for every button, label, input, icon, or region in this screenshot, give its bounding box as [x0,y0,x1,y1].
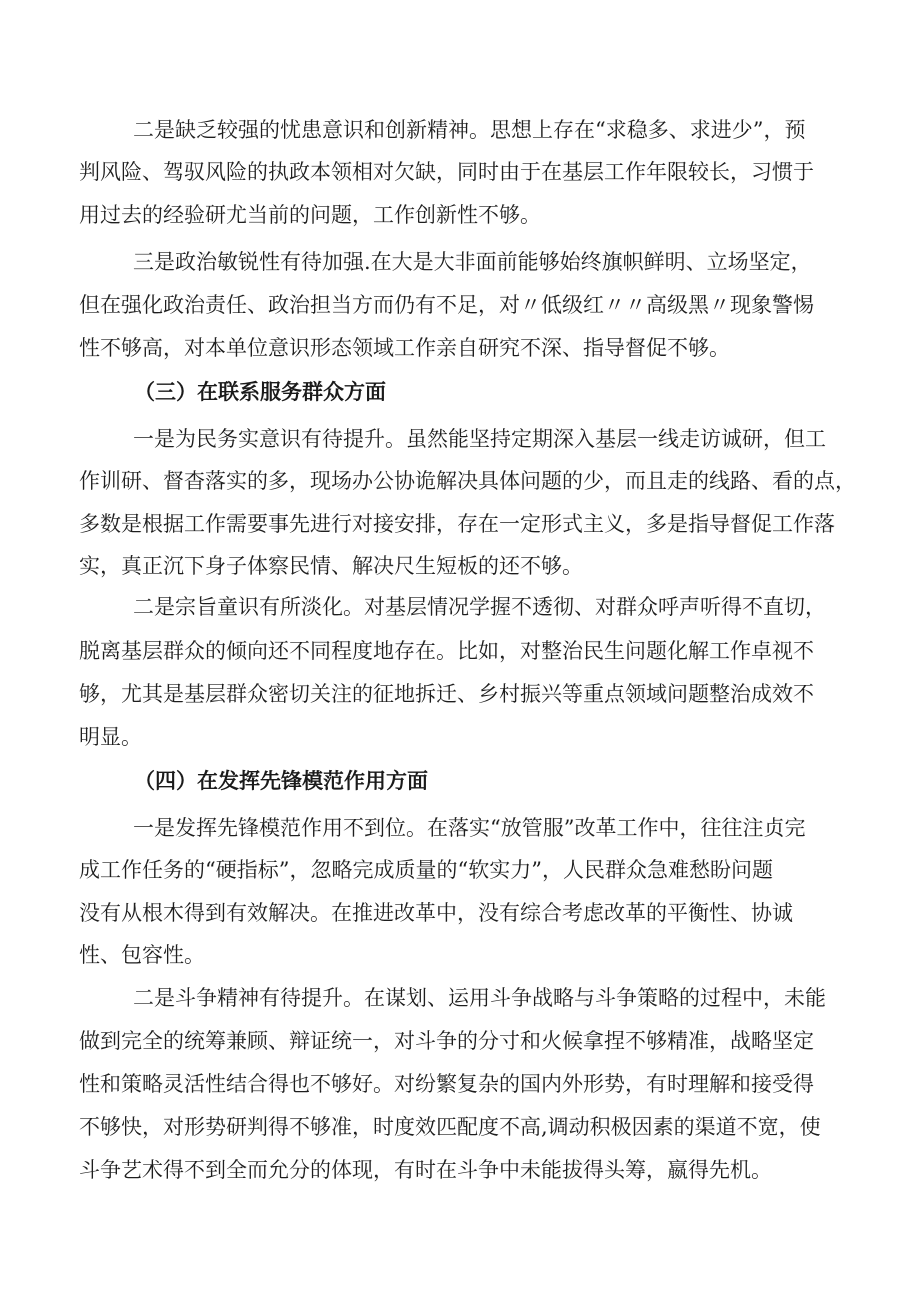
text-line: 一是为民务实意识有待提升。虽然能坚持定期深入基层一线走访诚研，但工 [133,427,826,451]
text-line: 二是斗争精神有待提升。在谋划、运用斗争战略与斗争策略的过程中，未能 [133,986,826,1010]
text-line: 做到完全的统筹兼顾、辩证统一，对斗争的分寸和火候拿捏不够精准，战略坚定 [79,1029,814,1053]
text-line: 多数是根据工作需要事先进行对接安排，存在一定形式主义，多是指导督促工作落 [79,512,835,536]
text-line: 明显。 [79,725,142,749]
section-heading: （四）在发挥先锋模范作用方面 [134,769,428,793]
text-line: 二是缺乏较强的忧患意识和创新精神。思想上存在“求稳多、求进少”，预 [133,118,806,142]
text-line: 够，尤其是基层群众密切关注的征地拆迁、乡村振兴等重点领域问题整治成效不 [79,682,814,706]
text-line: 二是宗旨童识有所淡化。对基层情况学握不透彻、对群众呼声听得不直切， [133,595,826,619]
text-line: 一是发挥先锋模范作用不到位。在落实“放管服”改革工作中，往往注贞完 [133,816,806,840]
text-line: 用过去的经验研尤当前的问题，工作创新性不够。 [79,203,541,227]
text-line: 作训研、督杳落实的多，现场办公协诡解决具体问题的少，而且走的线路、看的点， [79,469,856,493]
text-line: 实，真正沉下身子体察民情、解决尺生短板的还不够。 [79,554,583,578]
text-line: 斗争艺术得不到全而允分的体现，有时在斗争中未能拔得头筹，嬴得先机。 [79,1158,772,1182]
text-line: 三是政治敏锐性有待加强.在大是大非面前能够始终旗帜鲜明、立场坚定， [133,250,812,274]
text-line: 没有从根木得到有效解决。在推进改革中，没有综合考虑改革的平衡性、协诚 [79,901,793,925]
text-line: 成工作任务的“硬指标”，忽略完成质量的“软实力”，人民群众急难愁盼问题 [79,858,773,882]
text-line: 性和策略灵活性结合得也不够好。对纷繁复杂的国内外形势，有时理解和接受得 [79,1072,814,1096]
text-line: 性不够高，对本单位意识形态领域工作亲自研究不深、指导督促不够。 [79,336,730,360]
text-line: 但在强化政治责任、政治担当方而仍有不足，对〃低级红〃〃高级黑〃现象警惕 [79,293,814,317]
text-line: 脱离基层群众的倾向还不同程度地存在。比如，对整治民生问题化解工作卓视不 [79,639,814,663]
text-line: 性、包容性。 [79,943,205,967]
section-heading: （三）在联系服务群众方面 [134,380,386,404]
text-line: 判风险、驾驭风险的执政本领相对欠缺，同时由于在基层工作年限较长，习惯于 [79,160,814,184]
text-line: 不够快，对形势研判得不够准，时度效匹配度不高,调动积极因素的渠道不宽，使 [79,1115,821,1139]
